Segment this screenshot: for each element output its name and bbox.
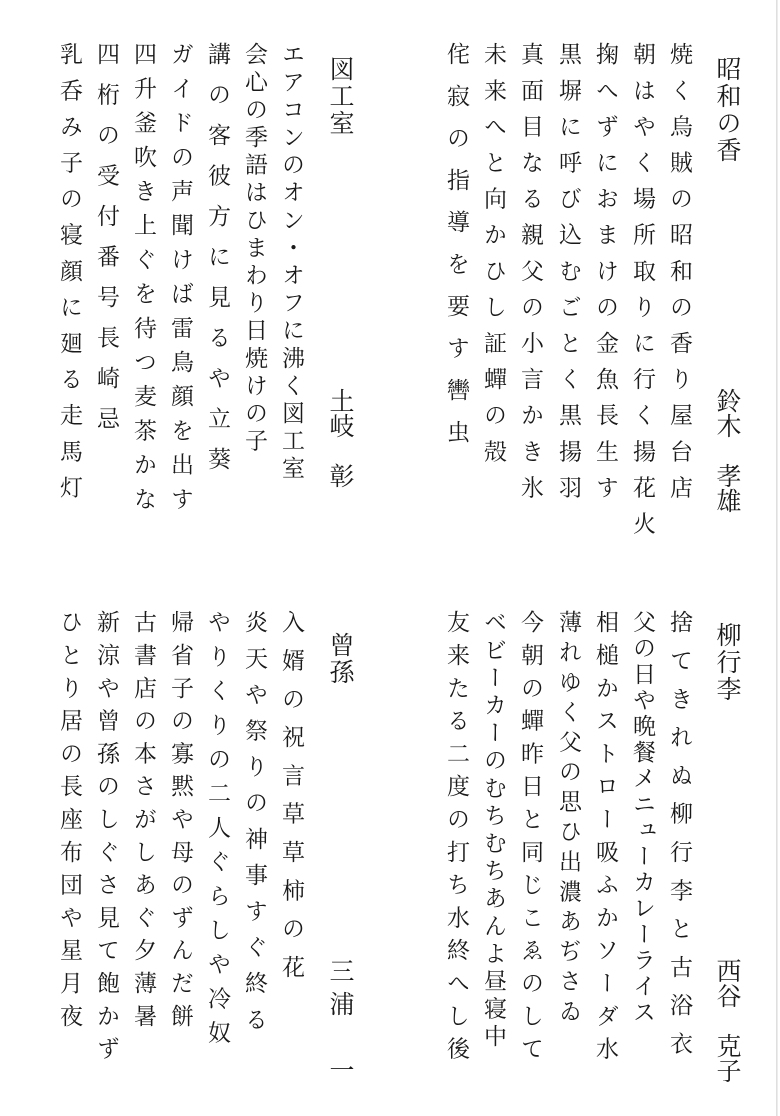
haiku-line: 四升釜吹き上ぐを待つ麦茶かな [130,42,156,521]
haiku-line: やりくりの二人ぐらしや冷奴 [204,610,230,1055]
haiku-line: 朝はやく場所取りに行く揚花火 [629,42,655,548]
haiku-line: 未来へと向かひし証蟬の殻 [480,42,506,476]
haiku-line: 焼く烏賊の昭和の香り屋台店 [666,42,692,512]
haiku-line: 講の客彼方に見るや立葵 [204,42,230,488]
section-title: 曾孫 [326,632,355,686]
haiku-line: 友来たる二度の打ち水終へし後 [443,610,469,1070]
haiku-line: 乳呑み子の寝顔に廻る走馬灯 [56,42,82,512]
haiku-line: 薄れゆく父の思ひ出濃あぢさゐ [555,610,581,1029]
author-name: 土岐 彰 [326,388,355,488]
haiku-line: 炎天や祭りの神事すぐ終る [241,610,267,1044]
haiku-line: 父の日や晩餐メニューカレーライス [629,610,655,1026]
section-title: 柳行李 [713,622,742,703]
haiku-line: エアコンのオン・オフに沸く図工室 [278,42,304,484]
haiku-line: 会心の季語はひまわり日焼けの子 [241,42,267,456]
haiku-line: 新涼や曾孫のしぐさ見て飽かず [93,610,119,1070]
haiku-line: 掬へずにおまけの金魚長生す [592,42,618,512]
haiku-line: 四桁の受付番号長崎忌 [93,42,119,447]
haiku-line: 黒塀に呼び込むごとく黒揚羽 [555,42,581,512]
haiku-line: 帰省子の寡黙や母のずんだ餅 [167,610,193,1037]
page-gutter-shadow [776,0,778,1116]
haiku-line: 古書店の本さがしあぐ夕薄暑 [130,610,156,1037]
haiku-line: 捨てきれぬ柳行李と古浴衣 [666,610,692,1070]
haiku-line: ガイドの声聞けば雷鳥顔を出す [167,42,193,521]
haiku-line: ベビーカーのむちむちあんよ昼寝中 [480,610,506,1052]
haiku-line: ひとり居の長座布団や星月夜 [56,610,82,1037]
haiku-line: 今朝の蟬昨日と同じこゑのして [517,610,543,1070]
haiku-line: 入婿の祝言草草柿の花 [278,610,304,993]
author-name: 西谷 克子 [713,958,742,1083]
author-name: 三浦 一 [326,958,355,1090]
haiku-line: 相槌かストロー吸ふかソーダ水 [592,610,618,1070]
haiku-line: 侘寂の指導を要す轡虫 [443,42,469,462]
author-name: 鈴木 孝雄 [713,388,742,513]
section-title: 図工室 [326,56,355,137]
section-title: 昭和の香 [713,56,742,164]
haiku-line: 真面目なる親父の小言かき氷 [517,42,543,512]
